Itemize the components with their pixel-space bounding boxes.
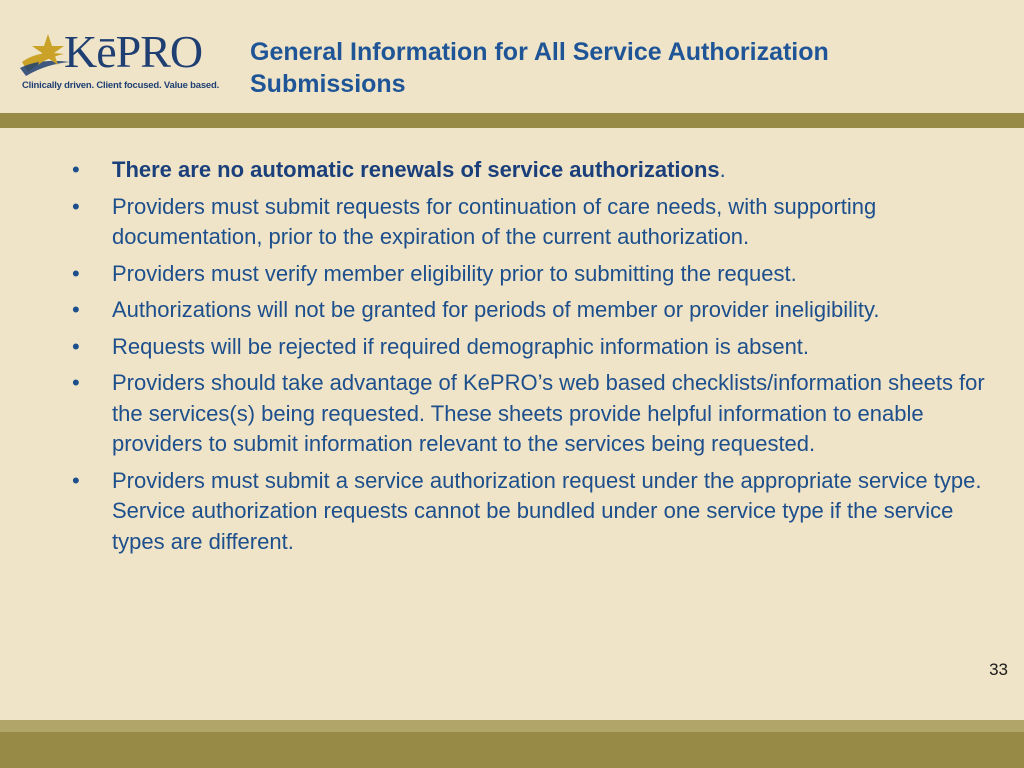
header-divider-band: [0, 113, 1024, 128]
bullet-item-5: [72, 332, 992, 363]
bullet-item-7: [72, 466, 992, 558]
slide-header: [0, 0, 1024, 112]
bullet-list: [72, 155, 992, 557]
bullet-item-2: [72, 192, 992, 253]
bullet-text: Providers should take advantage of KePRO’s web based checklists/information sheets for the services(s) being requested. These sheets provide helpful information to enable providers to submit information relevant to the services being requested.: [112, 370, 985, 456]
bullet-marker: •: [72, 193, 80, 219]
kepro-logo: [18, 28, 218, 98]
bullet-item-3: [72, 259, 992, 290]
bullet-item-6: [72, 368, 992, 460]
bullet-text: Providers must verify member eligibility prior to submitting the request.: [112, 260, 797, 286]
bullet-text: Authorizations will not be granted for periods of member or provider ineligibility.: [112, 297, 880, 322]
bullet-marker: •: [72, 370, 80, 395]
logo-wordmark: KēPRO: [64, 26, 203, 77]
bullet-item-4: [72, 295, 992, 326]
footer-band-light: [0, 720, 1024, 732]
slide-title: General Information for All Service Authorization Submissions: [250, 38, 829, 98]
footer-band: [0, 732, 1024, 768]
bullet-marker: •: [72, 467, 80, 493]
bullet-marker: •: [72, 333, 80, 359]
page-number: 33: [989, 660, 1008, 679]
slide-body: [72, 155, 992, 563]
logo-tagline: Clinically driven. Client focused. Value based.: [22, 80, 220, 91]
bullet-item-1: [72, 155, 992, 186]
bullet-marker: •: [72, 260, 80, 286]
bullet-marker: •: [72, 157, 80, 182]
bullet-text-suffix: .: [719, 157, 726, 182]
bullet-text: Providers must submit requests for continuation of care needs, with supporting documentation, prior to the expiration of the current authorization.: [112, 193, 877, 249]
bullet-text: Providers must submit a service authorization request under the appropriate service type. Service authorization requests cannot be bundled under one service type if the service types are different.: [112, 467, 982, 554]
bullet-text: Requests will be rejected if required demographic information is absent.: [112, 333, 810, 359]
bullet-marker: •: [72, 297, 80, 322]
bullet-text-emphasis: There are no automatic renewals of service authorizations: [112, 157, 720, 182]
